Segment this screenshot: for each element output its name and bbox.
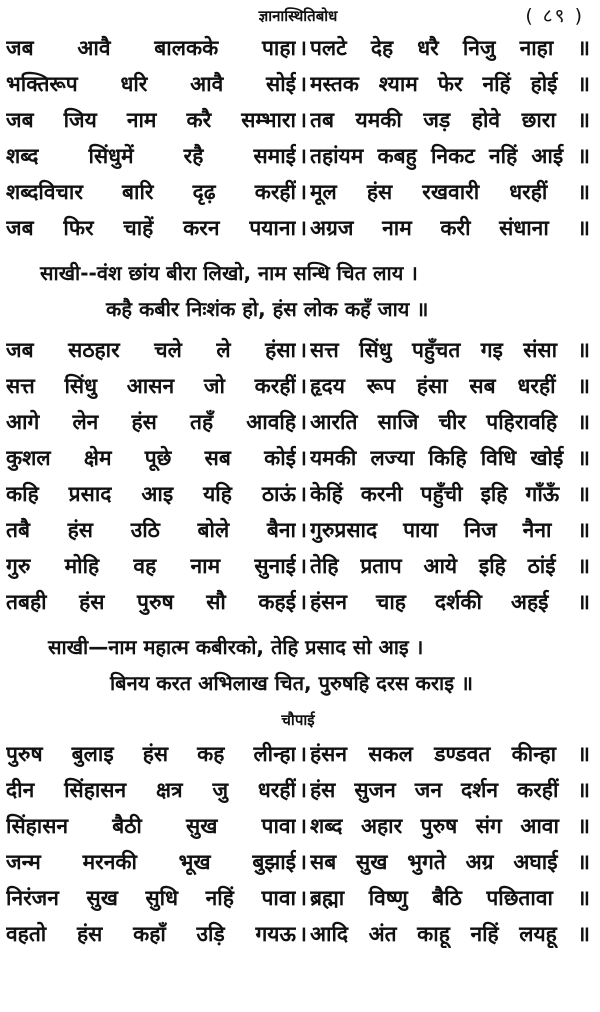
word: संधाना xyxy=(499,216,549,240)
word: ॥ xyxy=(577,554,590,578)
word: आरति xyxy=(310,410,358,434)
word: करै xyxy=(186,108,212,132)
word: वहतो xyxy=(6,922,47,946)
word: निरंजन xyxy=(6,886,59,910)
word: जब xyxy=(6,216,34,240)
word: तहांयम xyxy=(310,144,364,168)
word: हंसन xyxy=(310,742,348,766)
word: पाया xyxy=(403,518,439,542)
word: अंत xyxy=(368,922,397,946)
word: पूछे xyxy=(144,446,172,470)
danda-separator: । xyxy=(299,446,307,470)
verse-line xyxy=(6,102,590,138)
word: हंसा xyxy=(265,338,296,362)
danda-separator: । xyxy=(299,72,307,96)
word: तबै xyxy=(6,518,30,542)
word: कहि xyxy=(6,482,39,506)
verse-first-half xyxy=(6,848,296,876)
word: जन xyxy=(414,778,443,802)
word: ॥ xyxy=(577,446,590,470)
word: हृदय xyxy=(310,374,345,398)
word: बैठी xyxy=(112,814,142,838)
verse-first-half xyxy=(6,408,296,436)
word: करहीं xyxy=(254,180,296,204)
danda-separator: । xyxy=(299,814,307,838)
word: ॥ xyxy=(577,922,590,946)
word: आई xyxy=(531,144,564,168)
verse-line xyxy=(6,138,590,174)
word: ठांई xyxy=(527,554,556,578)
word: आवा xyxy=(520,814,559,838)
verse-first-half xyxy=(6,70,296,98)
word: फेर xyxy=(437,72,463,96)
word: पलटे xyxy=(310,36,347,60)
word: ॥ xyxy=(577,180,590,204)
word: गुरु xyxy=(6,554,31,578)
sakhi-1-line-1: साखी--वंश छांय बीरा लिखो, नाम सन्धि चित लाय । xyxy=(40,260,418,285)
danda-separator: । xyxy=(299,590,307,614)
verse-line xyxy=(6,512,590,548)
verse-block-2 xyxy=(6,332,590,620)
word: चाहें xyxy=(123,216,154,240)
page-number: ( ८९ ) xyxy=(525,5,584,27)
word: सुनाई xyxy=(254,554,296,578)
word: ब्रह्मा xyxy=(310,886,345,910)
danda-separator: । xyxy=(299,216,307,240)
sakhi-1-line-2: कहै कबीर निःशंक हो, हंस लोक कहँ जाय ॥ xyxy=(106,296,429,321)
word: ॥ xyxy=(577,742,590,766)
verse-second-half xyxy=(310,142,590,170)
word: करी xyxy=(440,216,471,240)
word: जड़ xyxy=(423,108,451,132)
verse-first-half xyxy=(6,372,296,400)
danda-separator: । xyxy=(299,482,307,506)
word: नाम xyxy=(382,216,412,240)
word: यहि xyxy=(203,482,232,506)
word: जु xyxy=(212,778,229,802)
chaupai-heading: चौपाई xyxy=(281,711,315,729)
word: अघाई xyxy=(513,850,558,874)
word: संग xyxy=(475,814,502,838)
verse-first-half xyxy=(6,34,296,62)
word: हंस xyxy=(76,922,103,946)
verse-line xyxy=(6,736,590,772)
word: काहू xyxy=(417,922,450,946)
sakhi-2-line-2: बिनय करत अभिलाख चित, पुरुषहि दरस कराइ ॥ xyxy=(110,670,473,695)
word: अग्रज xyxy=(310,216,354,240)
word: सब xyxy=(310,850,337,874)
verse-second-half xyxy=(310,444,590,472)
verse-first-half xyxy=(6,884,296,912)
word: क्षेम xyxy=(83,446,112,470)
word: निकट xyxy=(430,144,475,168)
word: संसा xyxy=(523,338,558,362)
word: आवहि xyxy=(246,410,296,434)
verse-second-half xyxy=(310,408,590,436)
word: हंस xyxy=(366,180,393,204)
verse-line xyxy=(6,476,590,512)
word: ॥ xyxy=(577,814,590,838)
word: नाम xyxy=(190,554,221,578)
verse-line xyxy=(6,808,590,844)
word: वह xyxy=(133,554,157,578)
word: सब xyxy=(469,374,496,398)
word: जब xyxy=(6,338,34,362)
word: गयऊ xyxy=(255,922,296,946)
verse-second-half xyxy=(310,178,590,206)
word: सत्त xyxy=(310,338,339,362)
word: इहि xyxy=(478,554,506,578)
word: पुरुष xyxy=(6,742,43,766)
verse-second-half xyxy=(310,848,590,876)
word: चाह xyxy=(376,590,406,614)
word: कीन्हा xyxy=(511,742,557,766)
verse-line xyxy=(6,174,590,210)
word: सुख xyxy=(356,850,388,874)
verse-line xyxy=(6,584,590,620)
word: सिंधु xyxy=(359,338,392,362)
verse-line xyxy=(6,404,590,440)
danda-separator: । xyxy=(299,338,307,362)
word: ॥ xyxy=(577,374,590,398)
verse-first-half xyxy=(6,588,296,616)
word: दर्शकी xyxy=(434,590,482,614)
word: पुरुष xyxy=(137,590,174,614)
word: नैना xyxy=(522,518,552,542)
word: प्रताप xyxy=(360,554,402,578)
word: इहि xyxy=(480,482,508,506)
word: धरि xyxy=(120,72,148,96)
word: छारा xyxy=(521,108,556,132)
word: होवे xyxy=(471,108,501,132)
word: हंस xyxy=(131,410,157,434)
word: कोई xyxy=(264,446,296,470)
word: आदि xyxy=(310,922,349,946)
word: तेहि xyxy=(310,554,339,578)
word: लीन्हा xyxy=(253,742,296,766)
word: उड़ि xyxy=(196,922,225,946)
word: लेन xyxy=(72,410,99,434)
word: आगे xyxy=(6,410,40,434)
word: लयहू xyxy=(519,922,557,946)
verse-first-half xyxy=(6,920,296,948)
word: तब xyxy=(310,108,334,132)
verse-second-half xyxy=(310,920,590,948)
word: फिर xyxy=(63,216,94,240)
word: कबहु xyxy=(377,144,417,168)
word: पाहा xyxy=(262,36,296,60)
verse-line xyxy=(6,30,590,66)
danda-separator: । xyxy=(299,374,307,398)
word: अहई xyxy=(510,590,549,614)
word: मोहि xyxy=(64,554,100,578)
danda-separator: । xyxy=(299,180,307,204)
word: निजु xyxy=(462,36,496,60)
verse-second-half xyxy=(310,106,590,134)
word: पयाना xyxy=(249,216,296,240)
word: मूल xyxy=(310,180,337,204)
word: देह xyxy=(370,36,394,60)
word: उठि xyxy=(130,518,160,542)
word: विधि xyxy=(480,446,517,470)
word: भक्तिरूप xyxy=(6,72,78,96)
word: सठहार xyxy=(68,338,120,362)
verse-second-half xyxy=(310,516,590,544)
word: ॥ xyxy=(577,778,590,802)
word: शब्दविचार xyxy=(6,180,83,204)
word: खोई xyxy=(530,446,564,470)
word: पहिरावहि xyxy=(486,410,558,434)
word: समाई xyxy=(253,144,296,168)
word: तहँ xyxy=(189,410,214,434)
word: पहुँची xyxy=(420,482,463,506)
word: आइ xyxy=(141,482,174,506)
word: धरहीं xyxy=(257,778,296,802)
word: आये xyxy=(423,554,458,578)
word: श्याम xyxy=(378,72,418,96)
word: ॥ xyxy=(577,482,590,506)
word: क्षत्र xyxy=(155,778,183,802)
word: आवै xyxy=(77,36,111,60)
word: सोई xyxy=(266,72,296,96)
word: जो xyxy=(203,374,225,398)
danda-separator: । xyxy=(299,886,307,910)
verse-line xyxy=(6,772,590,808)
verse-first-half xyxy=(6,106,296,134)
word: सिंधु xyxy=(64,374,98,398)
word: पहुँचत xyxy=(411,338,461,362)
word: ॥ xyxy=(577,886,590,910)
word: धरै xyxy=(417,36,439,60)
word: साजि xyxy=(377,410,419,434)
verse-second-half xyxy=(310,372,590,400)
verse-second-half xyxy=(310,34,590,62)
word: ॥ xyxy=(577,72,590,96)
word: नाम xyxy=(126,108,157,132)
word: भूख xyxy=(178,850,211,874)
verse-second-half xyxy=(310,480,590,508)
word: नहिं xyxy=(482,72,511,96)
sakhi-2-line-1: साखी—नाम महात्म कबीरको, तेहि प्रसाद सो आइ । xyxy=(48,634,424,659)
word: ठाऊं xyxy=(261,482,296,506)
word: निज xyxy=(464,518,497,542)
word: पावा xyxy=(261,814,296,838)
word: ॥ xyxy=(577,338,590,362)
word: ॥ xyxy=(577,850,590,874)
verse-first-half xyxy=(6,142,296,170)
page-header xyxy=(6,0,590,30)
word: सुजन xyxy=(354,778,396,802)
word: शब्द xyxy=(310,814,343,838)
verse-first-half xyxy=(6,480,296,508)
word: करनी xyxy=(360,482,403,506)
verse-second-half xyxy=(310,740,590,768)
word: बैठि xyxy=(432,886,462,910)
danda-separator: । xyxy=(299,36,307,60)
word: बैना xyxy=(266,518,296,542)
word: बारि xyxy=(122,180,154,204)
verse-second-half xyxy=(310,70,590,98)
word: बालकके xyxy=(154,36,219,60)
word: सम्भारा xyxy=(241,108,296,132)
word: ॥ xyxy=(577,410,590,434)
verse-second-half xyxy=(310,336,590,364)
word: कहई xyxy=(258,590,296,614)
verse-block-1 xyxy=(6,30,590,246)
word: मस्तक xyxy=(310,72,359,96)
word: सिंधुमें xyxy=(88,144,134,168)
word: नहिं xyxy=(470,922,499,946)
verse-first-half xyxy=(6,552,296,580)
verse-line xyxy=(6,844,590,880)
verse-line xyxy=(6,916,590,952)
word: केहिं xyxy=(310,482,343,506)
danda-separator: । xyxy=(299,518,307,542)
word: लज्या xyxy=(370,446,415,470)
word: नाहा xyxy=(519,36,554,60)
word: चीर xyxy=(438,410,467,434)
word: यमकी xyxy=(355,108,402,132)
word: ॥ xyxy=(577,36,590,60)
word: सत्त xyxy=(6,374,35,398)
word: जिय xyxy=(63,108,97,132)
danda-separator: । xyxy=(299,410,307,434)
verse-line xyxy=(6,210,590,246)
word: अहार xyxy=(360,814,403,838)
verse-first-half xyxy=(6,740,296,768)
word: प्रसाद xyxy=(68,482,112,506)
word: हंस xyxy=(310,778,336,802)
word: नहिं xyxy=(488,144,518,168)
word: बुझाई xyxy=(252,850,296,874)
word: आवै xyxy=(190,72,224,96)
verse-first-half xyxy=(6,214,296,242)
word: यमकी xyxy=(310,446,357,470)
word: किहि xyxy=(428,446,467,470)
word: पावा xyxy=(261,886,296,910)
word: दर्शन xyxy=(461,778,499,802)
word: पछितावा xyxy=(486,886,553,910)
verse-line xyxy=(6,368,590,404)
word: गइ xyxy=(480,338,503,362)
word: चले xyxy=(154,338,182,362)
verse-second-half xyxy=(310,776,590,804)
word: ॥ xyxy=(577,108,590,132)
word: शब्द xyxy=(6,144,39,168)
word: बोले xyxy=(197,518,230,542)
word: सिंहासन xyxy=(6,814,69,838)
word: पुरुष xyxy=(420,814,458,838)
word: अग्र xyxy=(465,850,494,874)
danda-separator: । xyxy=(299,108,307,132)
verse-block-3 xyxy=(6,736,590,952)
verse-second-half xyxy=(310,588,590,616)
verse-first-half xyxy=(6,178,296,206)
verse-first-half xyxy=(6,776,296,804)
danda-separator: । xyxy=(299,554,307,578)
danda-separator: । xyxy=(299,850,307,874)
word: हंस xyxy=(79,590,105,614)
word: सौ xyxy=(206,590,226,614)
word: कुशल xyxy=(6,446,51,470)
word: रूप xyxy=(366,374,395,398)
verse-first-half xyxy=(6,336,296,364)
word: हंसन xyxy=(310,590,348,614)
danda-separator: । xyxy=(299,922,307,946)
word: गुरुप्रसाद xyxy=(310,518,378,542)
word: हंस xyxy=(142,742,169,766)
verse-second-half xyxy=(310,812,590,840)
word: दृढ़ xyxy=(192,180,216,204)
word: नहिं xyxy=(205,886,234,910)
word: करहीं xyxy=(254,374,296,398)
verse-second-half xyxy=(310,214,590,242)
danda-separator: । xyxy=(299,742,307,766)
word: रखवारी xyxy=(422,180,480,204)
verse-second-half xyxy=(310,552,590,580)
word: विष्णु xyxy=(368,886,408,910)
word: धरहीं xyxy=(517,374,556,398)
word: सुधि xyxy=(145,886,179,910)
word: हंसा xyxy=(416,374,448,398)
word: ॥ xyxy=(577,216,590,240)
word: ॥ xyxy=(577,590,590,614)
word: भुगते xyxy=(407,850,446,874)
word: करहीं xyxy=(517,778,559,802)
word: सकल xyxy=(368,742,413,766)
verse-line xyxy=(6,66,590,102)
verse-line xyxy=(6,440,590,476)
word: कहाँ xyxy=(133,922,166,946)
danda-separator: । xyxy=(299,778,307,802)
verse-line xyxy=(6,332,590,368)
verse-first-half xyxy=(6,812,296,840)
word: होई xyxy=(530,72,558,96)
word: सिंहासन xyxy=(64,778,127,802)
word: करन xyxy=(183,216,220,240)
word: दीन xyxy=(6,778,35,802)
word: आसन xyxy=(126,374,175,398)
word: कह xyxy=(197,742,225,766)
word: जन्म xyxy=(6,850,41,874)
running-title: ज्ञानास्थितिबोध xyxy=(258,7,338,25)
word: धरहीं xyxy=(509,180,548,204)
word: सुख xyxy=(86,886,118,910)
word: ले xyxy=(216,338,231,362)
word: रहै xyxy=(183,144,204,168)
word: सुख xyxy=(186,814,218,838)
word: सब xyxy=(204,446,231,470)
verse-line xyxy=(6,548,590,584)
verse-first-half xyxy=(6,444,296,472)
word: डण्डवत xyxy=(434,742,491,766)
word: जब xyxy=(6,108,34,132)
verse-first-half xyxy=(6,516,296,544)
word: हंस xyxy=(67,518,94,542)
word: मरनकी xyxy=(82,850,137,874)
word: ॥ xyxy=(577,144,590,168)
word: तबही xyxy=(6,590,47,614)
verse-second-half xyxy=(310,884,590,912)
word: जब xyxy=(6,36,34,60)
word: ॥ xyxy=(577,518,590,542)
verse-line xyxy=(6,880,590,916)
word: बुलाइ xyxy=(71,742,114,766)
danda-separator: । xyxy=(299,144,307,168)
word: गाँऊँ xyxy=(525,482,560,506)
